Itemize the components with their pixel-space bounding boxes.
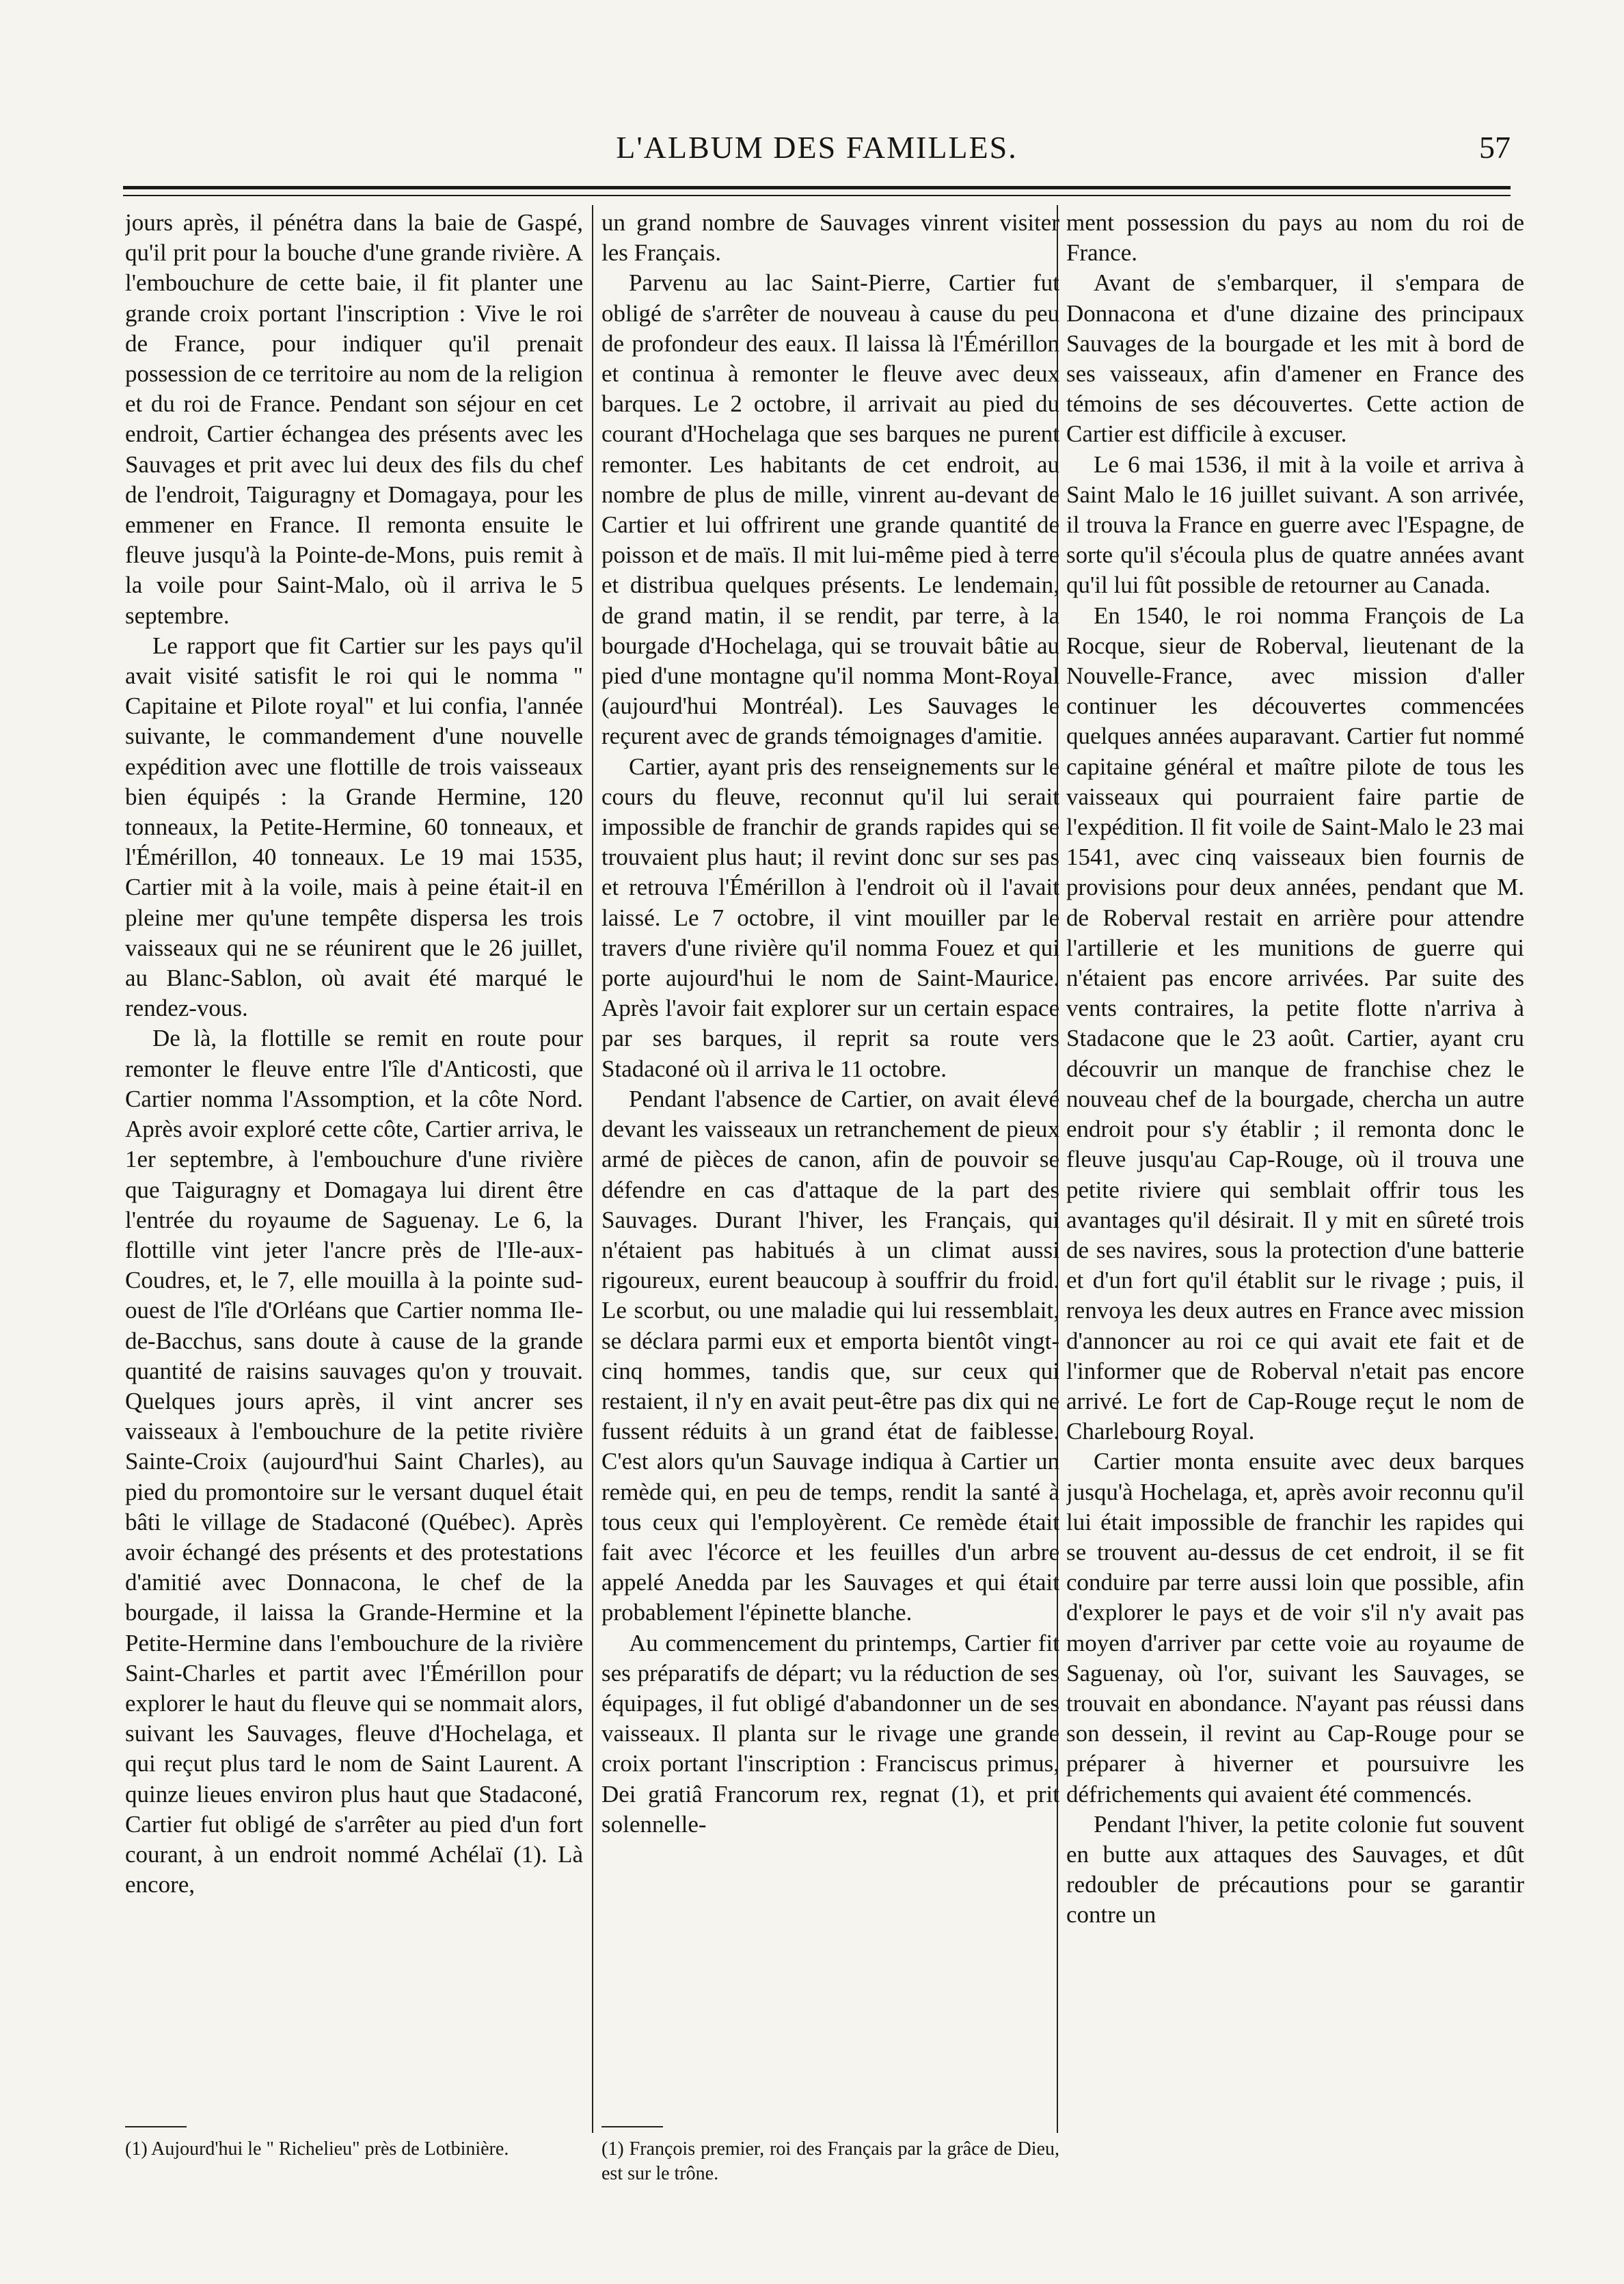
paragraph: jours après, il pénétra dans la baie de Gaspé, qu'il prit pour la bouche d'une grande rivière. A l'embouchure de cette baie, il fit planter une grande croix portant l'inscription : Vive le roi de France, pour indiquer qu'il prenait possession de ce territoire au nom de la religion et du roi de France. Pendant son séjour en cet endroit, Cartier échangea des présents avec les Sauvages et prit avec lui deux des fils du chef de l'endroit, Taiguragny et Domagaya, pour les emmener en France. Il remonta ensuite le fleuve jusqu'à la Pointe-de-Mons, puis remit à la voile pour Saint-Malo, où il arriva le 5 septembre. [125, 209, 583, 629]
paragraph: Cartier, ayant pris des renseignements sur le cours du fleuve, reconnut qu'il lui serait impossible de franchir de grands rapides qui se trouvaient plus haut; il revint donc sur ses pas et retrouva l'Émérillon à l'endroit où il l'avait laissé. Le 7 octobre, il vint mouiller par le travers d'une rivière qu'il nomma Fouez et qui porte aujourd'hui le nom de Saint-Maurice. Après l'avoir fait explorer sur un certain espace par ses barques, il reprit sa route vers Stadaconé où il arriva le 11 octobre. [601, 753, 1059, 1082]
page-number: 57 [1479, 130, 1511, 165]
footnote-rule [601, 2126, 663, 2127]
paragraph: En 1540, le roi nomma François de La Rocque, sieur de Roberval, lieutenant de la Nouvelle-France, avec mission d'aller continuer les découvertes commencées quelques années auparavant. Cartier fut nommé capitaine général et maître pilote de tous les vaisseaux qui pourraient faire partie de l'expédition. Il fit voile de Saint-Malo le 23 mai 1541, avec cinq vaisseaux bien fournis de provisions pour deux années, pendant que M. de Roberval restait en arrière pour attendre l'artillerie et les munitions de guerre qui n'étaient pas encore arrivées. Par suite des vents contraires, la petite flotte n'arriva à Stadacone que le 23 août. Cartier, ayant cru découvrir un manque de franchise chez le nouveau chef de la bourgade, chercha un autre endroit pour s'y établir ; il remonta donc le fleuve jusqu'au Cap-Rouge, où il trouva une petite riviere qui semblait offrir tous les avantages qu'il désirait. Il y mit en sûreté trois de ses navires, sous la protection d'une batterie et d'un fort qu'il établit sur le rivage ; puis, il renvoya les deux autres en France avec mission d'annoncer au roi ce qui avait ete fait et de l'informer que de Roberval n'etait pas encore arrivé. Le fort de Cap-Rouge reçut le nom de Charlebourg Royal. [1066, 602, 1524, 1445]
column-divider [592, 205, 593, 2133]
paragraph: Parvenu au lac Saint-Pierre, Cartier fut obligé de s'arrêter de nouveau à cause du peu de profondeur des eaux. Il laissa là l'Émérillon et continua à remonter le fleuve avec deux barques. Le 2 octobre, il arrivait au pied du courant d'Hochelaga que ses barques ne purent remonter. Les habitants de cet endroit, au nombre de plus de mille, vinrent au-devant de Cartier et lui offrirent une grande quantité de poisson et de maïs. Il mit lui-même pied à terre et distribua quelques présents. Le lendemain, de grand matin, il se rendit, par terre, à la bourgade d'Hochelaga, qui se trouvait bâtie au pied d'une montagne qu'il nomma Mont-Royal (aujourd'hui Montréal). Les Sauvages le reçurent avec de grands témoignages d'amitie. [601, 269, 1059, 750]
paragraph: Pendant l'absence de Cartier, on avait élevé devant les vaisseaux un retranchement de pieux armé de pièces de canon, afin de pouvoir se défendre en cas d'attaque de la part des Sauvages. Durant l'hiver, les Français, qui n'étaient pas habitués à un climat aussi rigoureux, eurent beaucoup à souffrir du froid. Le scorbut, ou une maladie qui lui ressemblait, se déclara parmi eux et emporta bientôt vingt-cinq hommes, tandis que, sur ceux qui restaient, il n'y en avait peut-être pas dix qui ne fussent réduits à un grand état de faiblesse. C'est alors qu'un Sauvage indiqua à Cartier un remède qui, en peu de temps, rendit la santé à tous ceux qui l'employèrent. Ce remède était fait avec l'écorce et les feuilles d'un arbre appelé Anedda par les Sauvages et qui était probablement l'épinette blanche. [601, 1085, 1059, 1626]
paragraph: ment possession du pays au nom du roi de France. [1066, 209, 1524, 267]
footnote-text: (1) Aujourd'hui le " Richelieu" près de Lotbinière. [125, 2138, 509, 2160]
footnote-1 [125, 2126, 583, 2162]
header-rule-thin [123, 195, 1511, 196]
paragraph: Avant de s'embarquer, il s'empara de Donnacona et d'une dizaine des principaux Sauvages de la bourgade et les mit à bord de ses vaisseaux, afin d'amener en France des témoins de ses découvertes. Cette action de Cartier est difficile à excuser. [1066, 269, 1524, 448]
column-3 [1066, 208, 1524, 2129]
paragraph: Pendant l'hiver, la petite colonie fut souvent en butte aux attaques des Sauvages, et dût redoubler de précautions pour se garantir contre un [1066, 1810, 1524, 1929]
column-1 [125, 208, 583, 2129]
running-head [123, 127, 1511, 182]
paragraph: De là, la flottille se remit en route pour remonter le fleuve entre l'île d'Anticosti, que Cartier nomma l'Assomption, et la côte Nord. Après avoir exploré cette côte, Cartier arriva, le 1er septembre, à l'embouchure d'une rivière que Taiguragny et Domagaya lui dirent être l'entrée du royaume de Saguenay. Le 6, la flottille vint jeter l'ancre près de l'Ile-aux-Coudres, et, le 7, elle mouilla à la pointe sud-ouest de l'île d'Orléans que Cartier nomma Ile-de-Bacchus, sans doute à cause de la grande quantité de raisins sauvages qu'on y trouvait. Quelques jours après, il vint ancrer ses vaisseaux à l'embouchure de la petite rivière Sainte-Croix (aujourd'hui Saint Charles), au pied du promontoire sur le versant duquel était bâti le village de Stadaconé (Québec). Après avoir échangé des présents et des protestations d'amitié avec Donnacona, le chef de la bourgade, il laissa la Grande-Hermine et la Petite-Hermine dans l'embouchure de la rivière Saint-Charles et partit avec l'Émérillon pour explorer le haut du fleuve qui se nommait alors, suivant les Sauvages, fleuve d'Hochelaga, et qui reçut plus tard le nom de Saint Laurent. A quinze lieues environ plus haut que Stadaconé, Cartier fut obligé de s'arrêter au pied d'un fort courant, à un endroit nommé Achélaï (1). Là encore, [125, 1025, 583, 1898]
footnote-2 [601, 2126, 1059, 2186]
footnote-rule [125, 2126, 187, 2127]
column-2 [601, 208, 1059, 2129]
paragraph: Le rapport que fit Cartier sur les pays qu'il avait visité satisfit le roi qui le nomma " Capitaine et Pilote royal" et lui confia, l'année suivante, le commandement d'une nouvelle expédition avec une flottille de trois vaisseaux bien équipés : la Grande Hermine, 120 tonneaux, la Petite-Hermine, 60 tonneaux, et l'Émérillon, 40 tonneaux. Le 19 mai 1535, Cartier mit à la voile, mais à peine était-il en pleine mer qu'une tempête dispersa les trois vaisseaux qui ne se réunirent que le 26 juillet, au Blanc-Sablon, où avait été marqué le rendez-vous. [125, 632, 583, 1022]
paragraph: Le 6 mai 1536, il mit à la voile et arriva à Saint Malo le 16 juillet suivant. A son arrivée, il trouva la France en guerre avec l'Espagne, de sorte qu'il s'écoula plus de quatre années avant qu'il lui fût possible de retourner au Canada. [1066, 451, 1524, 599]
footnote-text: (1) François premier, roi des Français par la grâce de Dieu, est sur le trône. [601, 2138, 1059, 2184]
header-rule-thick [123, 186, 1511, 189]
running-title: L'ALBUM DES FAMILLES. [616, 130, 1018, 165]
paragraph: Cartier monta ensuite avec deux barques jusqu'à Hochelaga, et, après avoir reconnu qu'il lui était impossible de franchir les rapides qui se trouvent au-dessus de cet endroit, il se fit conduire par terre aussi loin que possible, afin d'explorer le pays et de voir s'il n'y avait pas moyen d'arriver par cette voie au royaume de Saguenay, où l'or, suivant les Sauvages, se trouvait en abondance. N'ayant pas réussi dans son dessein, il revint au Cap-Rouge pour se préparer à hiverner et poursuivre les défrichements qui avaient été commencés. [1066, 1448, 1524, 1808]
paragraph: Au commencement du printemps, Cartier fit ses préparatifs de départ; vu la réduction de ses équipages, il fut obligé d'abandonner un de ses vaisseaux. Il planta sur le rivage une grande croix portant l'inscription : Franciscus primus, Dei gratiâ Francorum rex, regnat (1), et prit solennelle- [601, 1629, 1059, 1838]
paragraph: un grand nombre de Sauvages vinrent visiter les Français. [601, 209, 1059, 267]
